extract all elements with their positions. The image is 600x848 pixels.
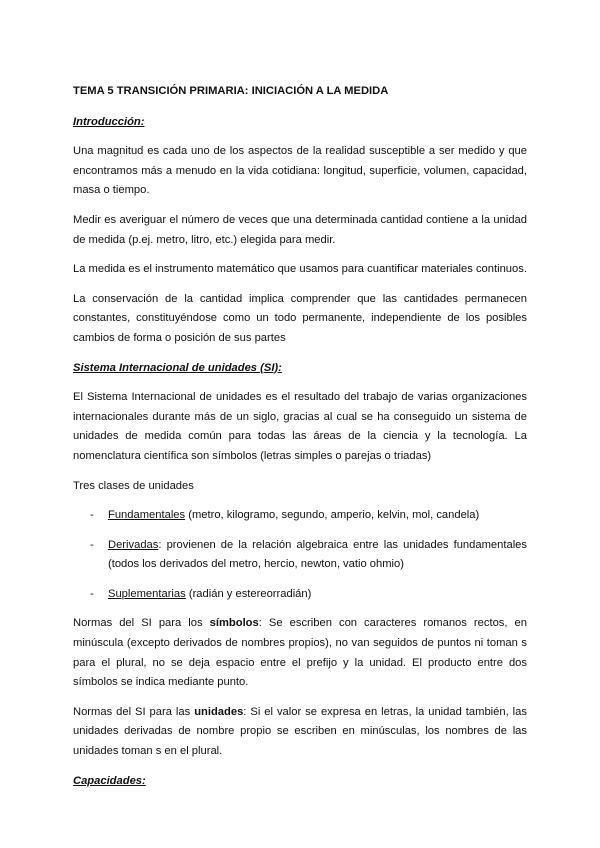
bold-term: símbolos (209, 617, 259, 630)
paragraph: Medir es averiguar el número de veces que una determinada cantidad contiene a la unidad de medida (p.ej. metro, litro, etc.) elegida para medir. (73, 213, 527, 246)
section-heading-sistema-internacional: Sistema Internacional de unidades (SI): (73, 361, 282, 374)
paragraph-normas-unidades (73, 703, 527, 762)
list-item (73, 536, 527, 575)
page-title: TEMA 5 TRANSICIÓN PRIMARIA: INICIACIÓN A LA MEDIDA (73, 85, 389, 97)
text-run: : Se escriben con caracteres romanos rectos, en minúscula (excepto derivados de nombres propios), no van seguidos de puntos ni toman s para el plural, no se deja espacio entre el prefijo y la unidad. El producto entre dos símbolos se indica mediante punto. (73, 617, 527, 689)
list-item-term: Derivadas (108, 538, 159, 551)
document-body (73, 82, 527, 801)
list-item-term: Fundamentales (108, 509, 186, 522)
text-run: : Si el valor se expresa en letras, la unidad también, las unidades derivadas de nombre propio se escriben en minúsculas, los nombres de las unidades toman s en el plural. (73, 705, 527, 758)
section-heading-capacidades: Capacidades: (73, 774, 146, 787)
bold-term: unidades (194, 705, 244, 718)
list-item (73, 506, 527, 526)
text-run: Normas del SI para los (73, 617, 210, 630)
list-item-text: : provienen de la relación algebraica entre las unidades fundamentales (todos los derivados del metro, hercio, newton, vatio ohmio) (108, 538, 527, 571)
paragraph: Una magnitud es cada uno de los aspectos de la realidad susceptible a ser medido y que encontramos más a menudo en la vida cotidiana: longitud, superficie, volumen, capacidad, masa o tiempo. (73, 145, 527, 197)
paragraph: La medida es el instrumento matemático que usamos para cuantificar materiales continuos. (73, 263, 527, 276)
section-heading-introduccion: Introducción: (73, 115, 145, 128)
paragraph: Tres clases de unidades (73, 479, 194, 492)
list-item-term: Suplementarias (108, 587, 186, 600)
paragraph: La conservación de la cantidad implica comprender que las cantidades permanecen constantes, constituyéndose como un todo permanente, independiente de los posibles cambios de forma o posición de sus partes (73, 292, 527, 344)
paragraph: El Sistema Internacional de unidades es el resultado del trabajo de varias organizaciones internacionales durante más de un siglo, gracias al cual se ha conseguido un sistema de unidades de medida común para todas las áreas de la ciencia y la tecnología. La nomenclatura científica son símbolos (letras simples o parejas o triadas) (73, 391, 527, 462)
list-item-text: (radián y estereorradián) (185, 587, 312, 600)
units-list (73, 506, 527, 604)
list-dash: - (90, 587, 94, 600)
paragraph-normas-simbolos (73, 614, 527, 692)
list-dash: - (90, 538, 94, 551)
list-dash: - (90, 509, 94, 522)
list-item-text: (metro, kilogramo, segundo, amperio, kelvin, mol, candela) (185, 509, 480, 522)
text-run: Normas del SI para las (73, 705, 195, 718)
list-item (73, 585, 527, 605)
